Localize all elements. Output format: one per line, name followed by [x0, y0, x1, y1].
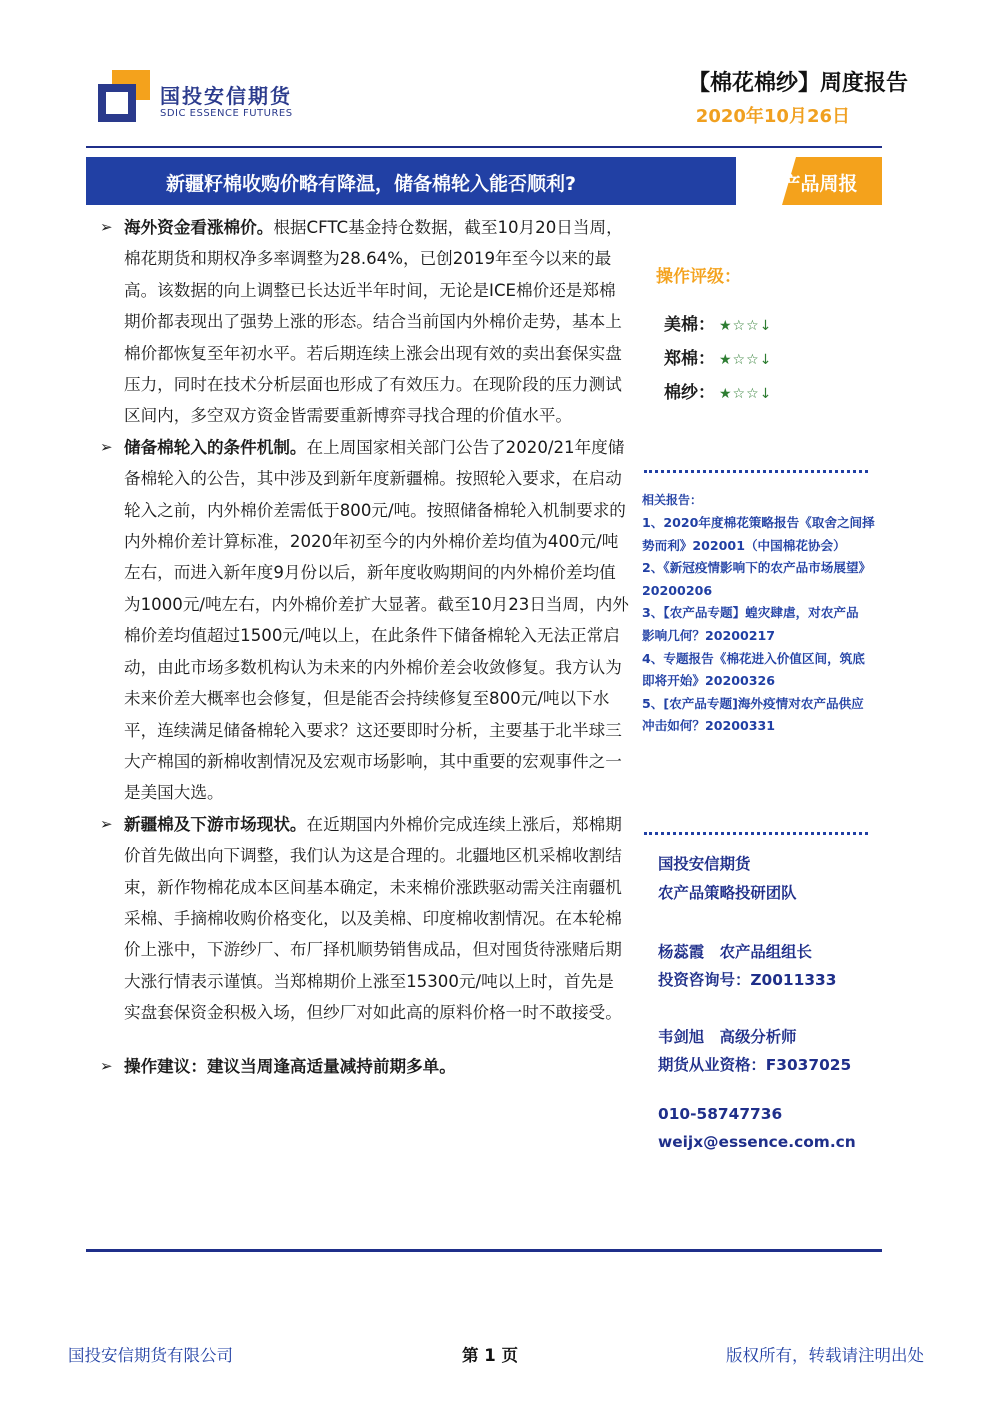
rating-heading: 操作评级：	[656, 267, 741, 287]
logo-mark-icon	[98, 70, 150, 122]
related-report-line[interactable]: 即将开始》20200326	[642, 673, 776, 689]
report-date: 2020年10月26日	[695, 106, 850, 127]
related-reports-list	[642, 512, 892, 738]
section-text: 在上周国家相关部门公告了2020/21年度储备棉轮入的公告，其中涉及到新年度新疆棉。按照轮入要求，在启动轮入之前，内外棉价差需低于800元/吨。按照储备棉轮入机制要求的内外棉价差计算标准，2020年初至今的内外棉价差均值为400元/吨左右，而进入新年度9月份以后，新年度收购期间的内外棉价差均值为1000元/吨左右，内外棉价差扩大显著。截至10月23日当周，内外棉价差均值超过1500元/吨以上，在此条件下储备棉轮入无法正常启动，由此市场多数机构认为未来的内外棉价差会收敛修复。我方认为未来价差大概率也会修复，但是能否会持续修复至800元/吨以下水平，连续满足储备棉轮入要求？这还要即时分析，主要基于北半球三大产棉国的新棉收割情况及宏观市场影响，其中重要的宏观事件之一是美国大选。	[124, 437, 629, 803]
dotted-divider	[644, 470, 868, 473]
section-operation-advice	[100, 1051, 630, 1082]
related-report-line[interactable]: 20200206	[642, 582, 713, 598]
logo-text-cn: 国投安信期货	[160, 84, 292, 108]
section-reserve-cotton	[100, 432, 630, 809]
bullet-arrow-icon: ➢	[100, 218, 113, 236]
section-xinjiang-market	[100, 809, 630, 1029]
section-text: 在近期国内外棉价完成连续上涨后，郑棉期价首先做出向下调整，我们认为这是合理的。北疆地区机采棉收割结束，新作物棉花成本区间基本确定，未来棉价涨跌驱动需关注南疆机采棉、手摘棉收购价格变化，以及美棉、印度棉收割情况。在本轮棉价上涨中，下游纱厂、布厂择机顺势销售成品，但对囤货待涨赌后期大涨行情表示谨慎。当郑棉期价上涨至15300元/吨以上时，首先是实盘套保资金积极入场，但纱厂对如此高的原料价格一时不敢接受。	[124, 814, 622, 1023]
section-overseas-funds	[100, 212, 630, 432]
rating-stars-icon: ★☆☆↓	[719, 352, 773, 368]
section-lead: 新疆棉及下游市场现状。	[124, 814, 307, 834]
related-report-line[interactable]: 势而利》202001（中国棉花协会）	[642, 537, 846, 553]
bullet-arrow-icon: ➢	[100, 814, 113, 833]
rating-stars-icon: ★☆☆↓	[719, 318, 773, 334]
footer-divider	[86, 1249, 882, 1252]
related-report-line[interactable]: 4、专题报告《棉花进入价值区间，筑底	[642, 650, 865, 666]
contact-phone[interactable]: 010-58747736	[658, 1105, 783, 1123]
banner-title: 新疆籽棉收购价略有降温，储备棉轮入能否顺利?	[166, 173, 577, 195]
rating-zhengzhou-cotton	[664, 344, 772, 369]
analyst-1-name: 杨蕊霞 农产品组组长	[658, 943, 812, 961]
header-divider	[86, 146, 882, 148]
rating-cotton-yarn	[664, 378, 772, 403]
logo-text-en: SDIC ESSENCE FUTURES	[160, 108, 293, 119]
banner-tag: 农产品周报	[762, 173, 858, 195]
section-lead: 海外资金看涨棉价。	[124, 218, 274, 237]
footer-copyright: 版权所有，转载请注明出处	[726, 1346, 924, 1365]
related-report-line[interactable]: 1、2020年度棉花策略报告《取舍之间择	[642, 515, 875, 530]
team-name: 农产品策略投研团队	[658, 884, 797, 902]
analyst-1-id: 投资咨询号：Z0011333	[658, 971, 837, 989]
section-lead: 储备棉轮入的条件机制。	[124, 437, 307, 457]
related-report-line[interactable]: 影响几何？20200217	[642, 627, 776, 643]
section-lead: 操作建议：建议当周逢高适量减持前期多单。	[124, 1056, 456, 1076]
title-banner	[86, 157, 882, 205]
related-report-line[interactable]: 3、【农产品专题】蝗灾肆虐，对农产品	[642, 605, 859, 621]
rating-us-cotton	[664, 310, 772, 335]
bullet-arrow-icon: ➢	[100, 437, 113, 456]
company-logo	[98, 70, 318, 128]
related-reports-title: 相关报告：	[642, 493, 703, 507]
rating-name: 棉纱：	[664, 383, 715, 403]
rating-stars-icon: ★☆☆↓	[719, 386, 773, 402]
footer-company: 国投安信期货有限公司	[68, 1346, 233, 1365]
report-title: 【棉花棉纱】周度报告	[687, 71, 908, 96]
related-report-line[interactable]: 2、《新冠疫情影响下的农产品市场展望》	[642, 560, 872, 576]
bullet-arrow-icon: ➢	[100, 1056, 113, 1075]
report-body	[100, 212, 630, 1082]
analyst-2-name: 韦剑旭 高级分析师	[658, 1028, 797, 1046]
analyst-2-id: 期货从业资格：F3037025	[658, 1056, 852, 1074]
page-number: 第 1 页	[462, 1346, 518, 1365]
section-text: 根据CFTC基金持仓数据，截至10月20日当周，棉花期货和期权净多率调整为28.64%，已创2019年至今以来的最高。该数据的向上调整已长达近半年时间，无论是ICE棉价还是郑棉期价都表现出了强势上涨的形态。结合当前国内外棉价走势，基本上棉价都恢复至年初水平。若后期连续上涨会出现有效的卖出套保实盘压力，同时在技术分析层面也形成了有效压力。在现阶段的压力测试区间内，多空双方资金皆需要重新博弈寻找合理的价值水平。	[124, 218, 623, 426]
rating-name: 郑棉：	[664, 349, 715, 369]
related-report-line[interactable]: 冲击如何？20200331	[642, 718, 776, 734]
team-company: 国投安信期货	[658, 855, 751, 873]
related-report-line[interactable]: 5、[农产品专题]海外疫情对农产品供应	[642, 695, 864, 711]
rating-name: 美棉：	[664, 315, 715, 335]
dotted-divider	[644, 832, 868, 835]
contact-email[interactable]: weijx@essence.com.cn	[658, 1133, 856, 1151]
